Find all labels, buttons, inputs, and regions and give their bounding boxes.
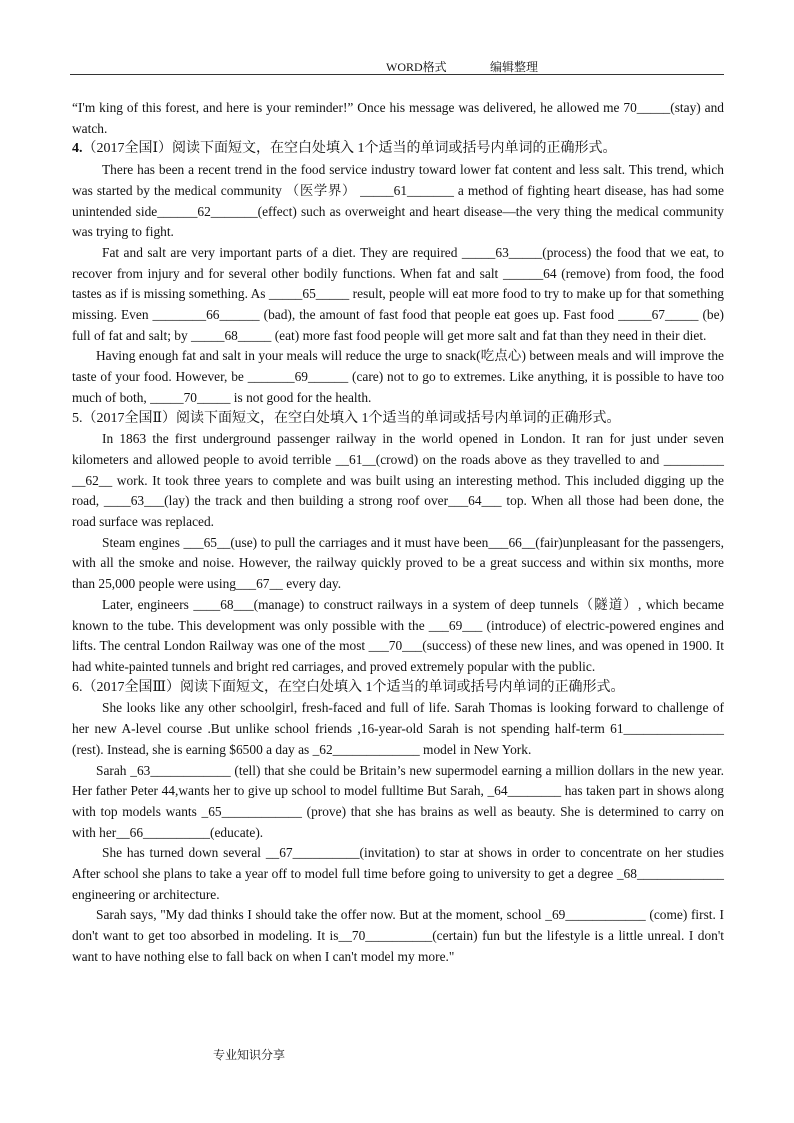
- q5-paragraph-2: Steam engines ___65__(use) to pull the carriages and it must have been___66__(fair)unpleasant for the passengers, with all the smoke and noise. However, the railway quickly proved to be a great success and within six months, more than 25,000 people were using___67__ every day.: [72, 534, 724, 592]
- question-5-title: 5.（2017全国Ⅱ）阅读下面短文，在空白处填入 1个适当的单词或括号内单词的正确形式。: [72, 410, 621, 426]
- q4-paragraph-3: Having enough fat and salt in your meals will reduce the urge to snack(吃点心) between meals and will improve the taste of your food. However, be _______69______ (care) not to go to extremes. Like anything, it is possible to have too much of both, _____70_____ is not good for the health.: [72, 348, 724, 405]
- q6-paragraph-3: She has turned down several __67__________(invitation) to star at shows in order to concentrate on her studies After school she plans to take a year off to model full time before going to university to get a degree _68_____________ engineering or architecture.: [72, 845, 724, 902]
- question-4-instruction: （2017全国Ⅰ）阅读下面短文，在空白处填入 1个适当的单词或括号内单词的正确形式。: [82, 141, 617, 157]
- q5-paragraph-1: In 1863 the first underground passenger railway in the world opened in London. It ran for just under seven kilometers and allowed people to avoid terrible __61__(crowd) on the roads above as they travelled to and _________ __62__ work. It took three years to complete and was built using an interesting method. This included digging up the road, ____63___(lay) the track and then building a strong roof over___64___ top. When all those had been done, the road surface was replaced.: [72, 431, 724, 530]
- header-format: WORD格式: [386, 60, 447, 74]
- question-4-number: 4.: [72, 141, 83, 157]
- q4-paragraph-1: There has been a recent trend in the food service industry toward lower fat content and less salt. This trend, which was started by the medical community （医学界） _____61_______ a method of fighting heart disease, has had some unintended side______62_______(effect) such as overweight and heart disease—the very thing the medical community was trying to fight.: [72, 162, 724, 240]
- question-6-title: 6.（2017全国Ⅲ）阅读下面短文，在空白处填入 1个适当的单词或括号内单词的正确形式。: [72, 679, 625, 695]
- document-body: [72, 98, 724, 968]
- q6-paragraph-1: She looks like any other schoolgirl, fresh-faced and full of life. Sarah Thomas is looking forward to challenge of her new A-level course .But unlike school friends ,16-year-old Sarah is not spending half-term 61_______________ (rest). Instead, she is earning $6500 a day as _62_____________ model in New York.: [72, 700, 724, 757]
- page-header: [70, 56, 724, 75]
- q4-paragraph-2: Fat and salt are very important parts of a diet. They are required _____63_____(process) the food that we eat, to recover from injury and for several other bodily functions. When fat and salt ______64 (remove) from food, the food tastes as if is missing something. As _____65_____ result, people will eat more food to try to make up for that something missing. Even ________66______ (bad), the amount of fast food that people eat goes up. Fast food _____67_____ (be) full of fat and salt; by _____68_____ (eat) more fast food people will get more salt and fat than they need in their diet.: [72, 244, 724, 343]
- q6-paragraph-2: Sarah _63____________ (tell) that she could be Britain’s new supermodel earning a million dollars in the new year. Her father Peter 44,wants her to give up school to model fulltime But Sarah, _64________ has taken part in shows along with top models wants _65____________ (prove) that she has brains as well as beauty. She is determined to carry on with her__66__________(educate).: [72, 762, 724, 840]
- header-editor: 编辑整理: [490, 60, 539, 74]
- q5-paragraph-3: Later, engineers ____68___(manage) to construct railways in a system of deep tunnels（隧道）, which became known to the tube. This development was only possible with the ___69___ (introduce) of electric-powered engines and lifts. The central London Railway was one of the most ___70___(success) of these new lines, and was opened in 1900. It had white-painted tunnels and bright red carriages, and proved extremely popular with the public.: [72, 596, 724, 674]
- page-footer: 专业知识分享: [213, 1048, 286, 1062]
- q6-paragraph-4: Sarah says, "My dad thinks I should take the offer now. But at the moment, school _69____________ (come) first. I don't want to get too absorbed in modeling. It is__70__________(certain) fun but the lifestyle is a little unreal. I don't want to have nothing else to fall back on when I can't model my more.": [72, 907, 724, 964]
- paragraph-continuation: “I'm king of this forest, and here is your reminder!” Once his message was delivered, he allowed me 70_____(stay) and watch.: [72, 100, 724, 136]
- question-4-title: [72, 139, 724, 160]
